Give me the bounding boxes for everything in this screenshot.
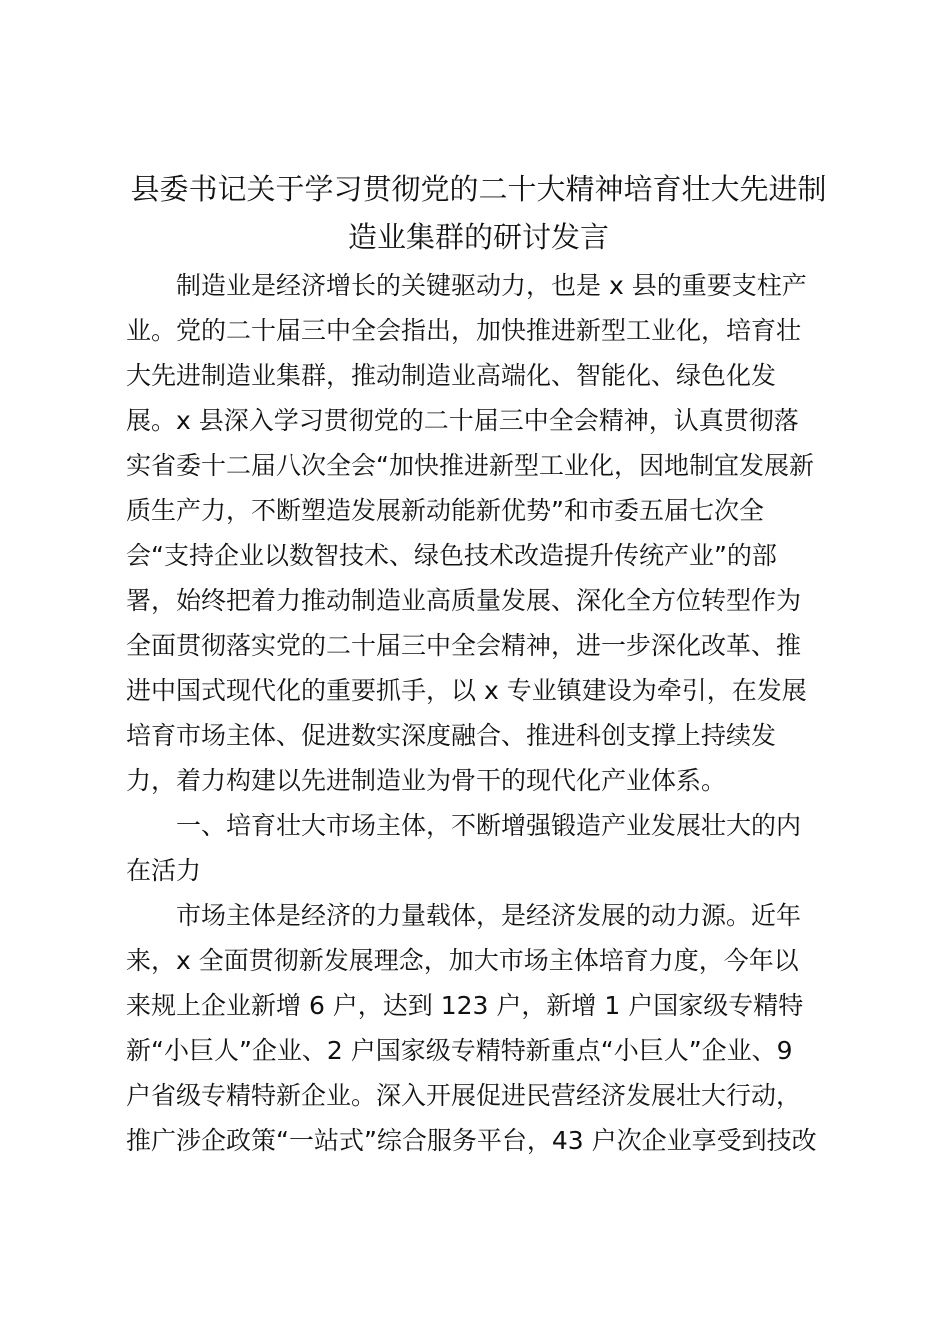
text-line: 来规上企业新增 6 户，达到 123 户，新增 1 户国家级专精特: [126, 991, 804, 1020]
text-line: 署，始终把着力推动制造业高质量发展、深化全方位转型作为: [126, 586, 802, 615]
text-line: 培育市场主体、促进数实深度融合、推进科创支撑上持续发: [126, 721, 777, 750]
text-line: 实省委十二届八次全会“加快推进新型工业化，因地制宜发展新: [126, 451, 814, 480]
text-line: 制造业是经济增长的关键驱动力，也是 x 县的重要支柱产: [176, 271, 807, 300]
text-line: 推广涉企政策“一站式”综合服务平台，43 户次企业享受到技改: [126, 1126, 817, 1155]
text-line: 业。党的二十届三中全会指出，加快推进新型工业化，培育壮: [126, 316, 802, 345]
text-line: 会“支持企业以数智技术、绿色技术改造提升传统产业”的部: [126, 541, 777, 570]
text-line: 进中国式现代化的重要抓手，以 x 专业镇建设为牵引，在发展: [126, 676, 807, 705]
paragraph-market: [126, 893, 831, 1163]
text-line: 市场主体是经济的力量载体，是经济发展的动力源。近年: [176, 901, 802, 930]
text-line: 展。x 县深入学习贯彻党的二十届三中全会精神，认真贯彻落: [126, 406, 799, 435]
text-line: 质生产力，不断塑造发展新动能新优势”和市委五届七次全: [126, 496, 764, 525]
text-line: 力，着力构建以先进制造业为骨干的现代化产业体系。: [126, 766, 727, 795]
document-title: [126, 165, 831, 261]
text-line: 来，x 全面贯彻新发展理念，加大市场主体培育力度，今年以: [126, 946, 799, 975]
text-line: 户省级专精特新企业。深入开展促进民营经济发展壮大行动，: [126, 1081, 802, 1110]
paragraph-intro: [126, 263, 831, 803]
document-page: [126, 165, 831, 1163]
title-line-1: 县委书记关于学习贯彻党的二十大精神培育壮大先进制: [130, 172, 827, 206]
section-heading-1: [126, 803, 831, 893]
text-line: 新“小巨人”企业、2 户国家级专精特新重点“小巨人”企业、9: [126, 1036, 793, 1065]
heading-line: 在活力: [126, 856, 202, 885]
heading-line: 一、培育壮大市场主体，不断增强锻造产业发展壮大的内: [176, 811, 802, 840]
document-body: [126, 263, 831, 1163]
text-line: 大先进制造业集群，推动制造业高端化、智能化、绿色化发: [126, 361, 777, 390]
title-line-2: 造业集群的研讨发言: [347, 220, 609, 254]
text-line: 全面贯彻落实党的二十届三中全会精神，进一步深化改革、推: [126, 631, 802, 660]
